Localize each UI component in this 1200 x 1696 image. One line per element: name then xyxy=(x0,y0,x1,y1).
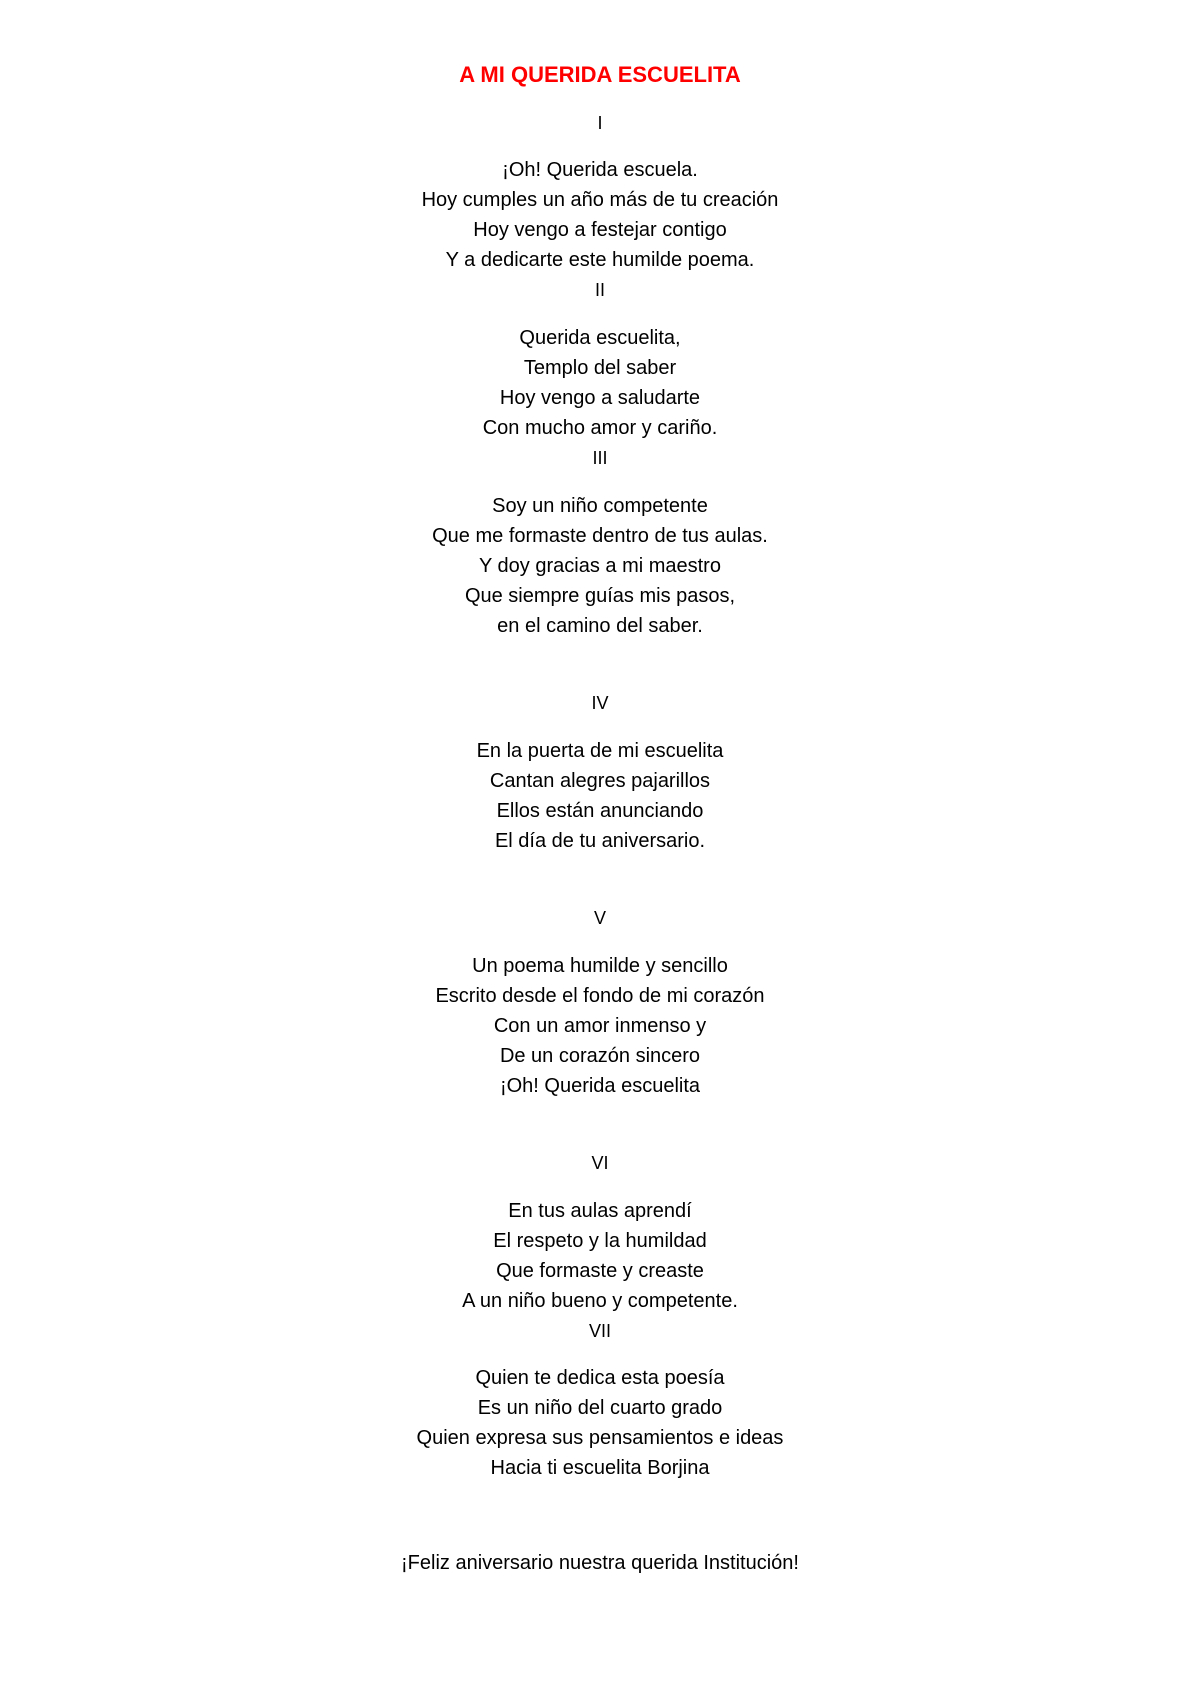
stanza-7-line-1: Quien te dedica esta poesía xyxy=(475,1367,725,1389)
stanza-7-line-3: Quien expresa sus pensamientos e ideas xyxy=(416,1427,784,1449)
stanza-numeral-5: V xyxy=(593,908,606,928)
stanza-5-line-3: Con un amor inmenso y xyxy=(493,1015,707,1037)
poem-title: A MI QUERIDA ESCUELITA xyxy=(459,62,741,87)
stanza-5-line-4: De un corazón sincero xyxy=(499,1045,701,1067)
stanza-2-line-2: Templo del saber xyxy=(523,357,677,379)
stanza-numeral-3: III xyxy=(592,448,608,468)
stanza-1-line-3: Hoy vengo a festejar contigo xyxy=(473,219,727,241)
stanza-1-line-4: Y a dedicarte este humilde poema. xyxy=(445,249,755,271)
stanza-3-line-1: Soy un niño competente xyxy=(492,495,708,517)
stanza-numeral-1: I xyxy=(597,113,603,133)
stanza-5-line-5: ¡Oh! Querida escuelita xyxy=(499,1075,701,1097)
stanza-1-line-2: Hoy cumples un año más de tu creación xyxy=(421,189,779,211)
stanza-4-line-1: En la puerta de mi escuelita xyxy=(476,740,724,762)
stanza-5-line-2: Escrito desde el fondo de mi corazón xyxy=(435,985,765,1007)
stanza-7-line-4: Hacia ti escuelita Borjina xyxy=(490,1457,710,1479)
stanza-numeral-2: II xyxy=(594,280,605,300)
stanza-1-line-1: ¡Oh! Querida escuela. xyxy=(502,159,698,181)
stanza-7-line-2: Es un niño del cuarto grado xyxy=(477,1397,723,1419)
stanza-3-line-5: en el camino del saber. xyxy=(497,615,703,637)
stanza-2-line-1: Querida escuelita, xyxy=(519,327,681,349)
closing-line: ¡Feliz aniversario nuestra querida Institución! xyxy=(401,1552,799,1574)
stanza-numeral-6: VI xyxy=(591,1153,609,1173)
stanza-3-line-2: Que me formaste dentro de tus aulas. xyxy=(432,525,768,547)
stanza-4-line-4: El día de tu aniversario. xyxy=(494,830,706,852)
stanza-numeral-4: IV xyxy=(591,693,609,713)
stanza-6-line-1: En tus aulas aprendí xyxy=(508,1200,692,1222)
stanza-4-line-2: Cantan alegres pajarillos xyxy=(489,770,711,792)
stanza-numeral-7: VII xyxy=(588,1321,611,1341)
stanza-4-line-3: Ellos están anunciando xyxy=(496,800,704,822)
stanza-6-line-2: El respeto y la humildad xyxy=(493,1230,707,1252)
stanza-2-line-3: Hoy vengo a saludarte xyxy=(499,387,701,409)
stanza-3-line-4: Que siempre guías mis pasos, xyxy=(464,585,736,607)
stanza-6-line-3: Que formaste y creaste xyxy=(496,1260,704,1282)
stanza-5-line-1: Un poema humilde y sencillo xyxy=(472,955,728,977)
stanza-2-line-4: Con mucho amor y cariño. xyxy=(482,417,718,439)
stanza-6-line-4: A un niño bueno y competente. xyxy=(462,1290,738,1312)
stanza-3-line-3: Y doy gracias a mi maestro xyxy=(479,555,721,577)
